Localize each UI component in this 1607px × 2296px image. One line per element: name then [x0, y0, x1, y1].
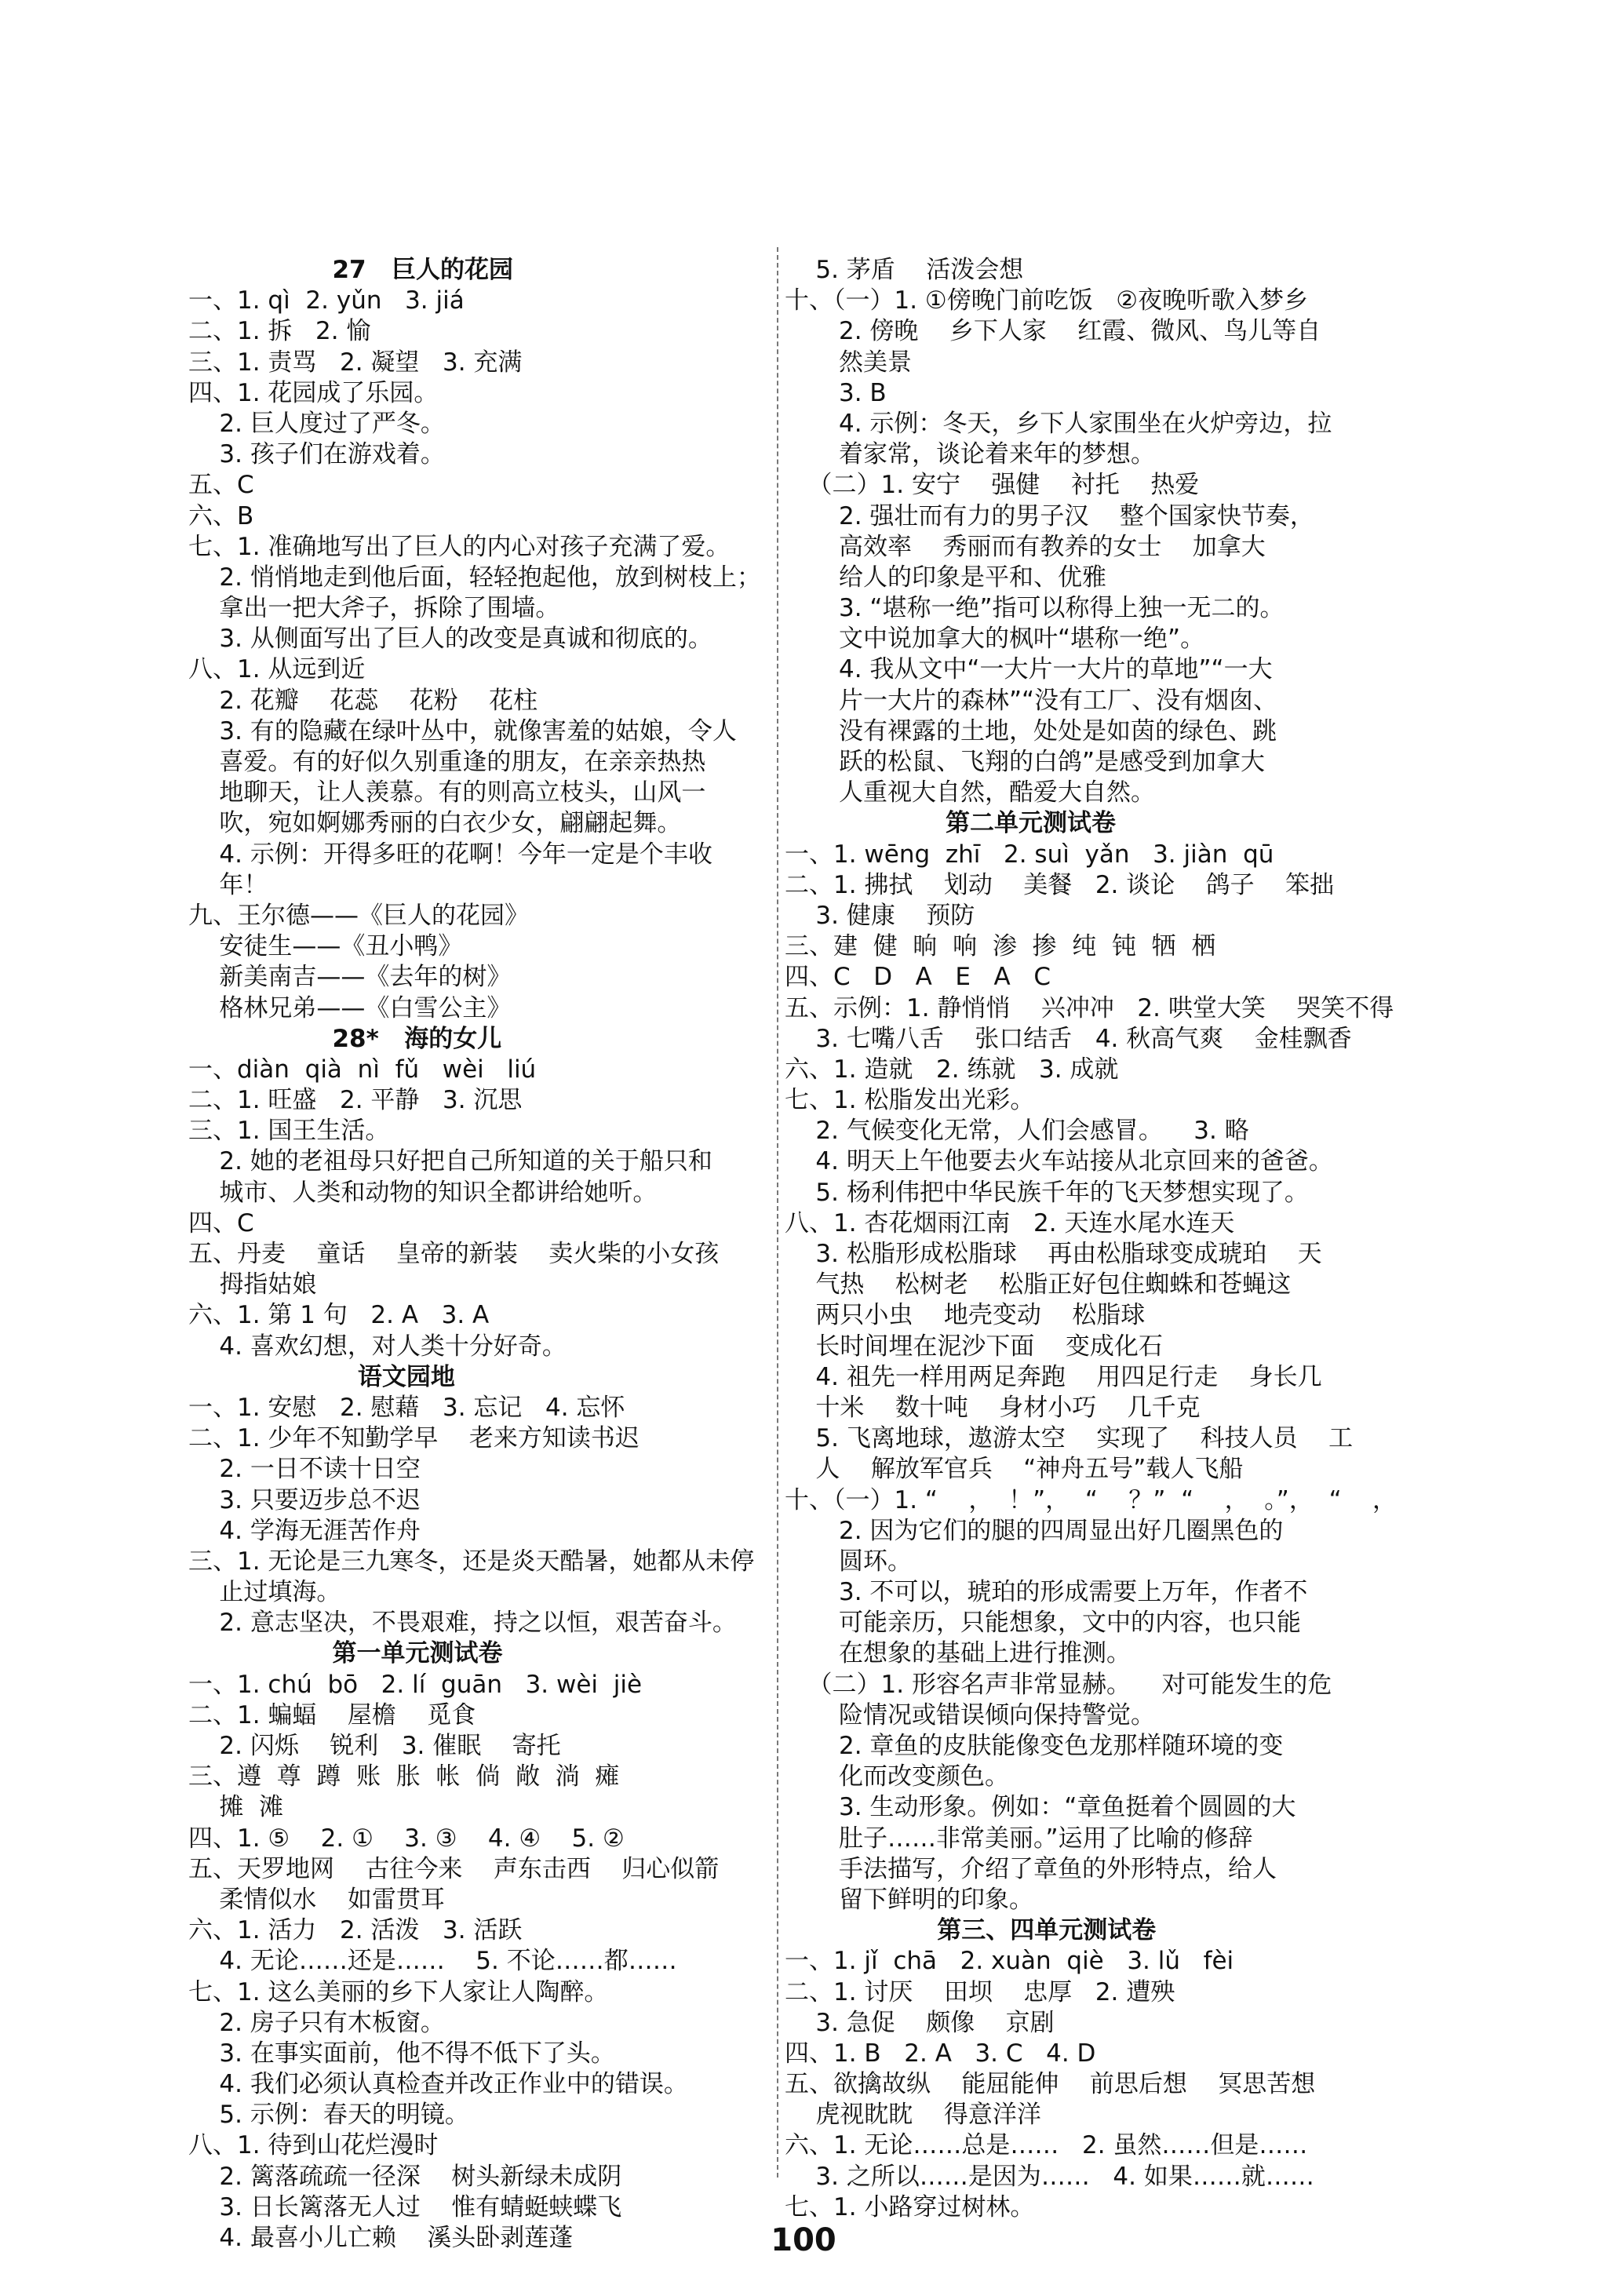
answer-line: 5. 茅盾 活泼会想 [785, 256, 1024, 284]
answer-line: 4. 喜欢幻想，对人类十分好奇。 [188, 1332, 567, 1361]
answer-line: 2. 一日不读十日空 [188, 1455, 421, 1484]
answer-line: 地聊天，让人羡慕。有的则高立枝头，山风一 [188, 778, 706, 807]
answer-line: 六、B [188, 501, 254, 530]
column-divider [777, 247, 779, 2178]
answer-line: 二、1. 少年不知勤学早 老来方知读书迟 [188, 1424, 640, 1453]
answer-line: 4. 示例：开得多旺的花啊！今年一定是个丰收 [188, 840, 712, 869]
answer-line: 五、C [188, 471, 254, 500]
answer-line: 七、1. 准确地写出了巨人的内心对孩子充满了爱。 [188, 532, 731, 561]
answer-line: 四、C D A E A C [785, 963, 1051, 992]
answer-line: 十、（一）1. ①傍晚门前吃饭 ②夜晚听歌入梦乡 [785, 286, 1309, 315]
answer-line: 二、1. 拆 2. 愉 [188, 317, 371, 346]
answer-line: 2. 因为它们的腿的四周显出好几圈黑色的 [785, 1516, 1284, 1545]
answer-line: 4. 示例：冬天，乡下人家围坐在火炉旁边，拉 [785, 409, 1332, 438]
answer-line: 3. 松脂形成松脂球 再由松脂球变成琥珀 天 [785, 1240, 1322, 1268]
answer-line: 四、1. B 2. A 3. C 4. D [785, 2039, 1096, 2068]
answer-line: 一、diàn qià nì fǔ wèi liú [188, 1055, 537, 1084]
right-answer-column [785, 255, 1416, 2223]
answer-line: 三、1. 责骂 2. 凝望 3. 充满 [188, 348, 523, 377]
answer-line: 人重视大自然，酷爱大自然。 [785, 778, 1155, 807]
answer-line: 圆环。 [785, 1547, 912, 1576]
answer-line: 化而改变颜色。 [785, 1762, 1009, 1791]
answer-line: 一、1. qì 2. yǔn 3. jiá [188, 286, 465, 315]
answer-line: 可能亲历，只能想象，文中的内容，也只能 [785, 1609, 1301, 1638]
page-number: 100 [771, 2222, 836, 2258]
answer-line: 止过填海。 [188, 1578, 341, 1607]
answer-line: 3. 生动形象。例如：“章鱼挺着个圆圆的大 [785, 1793, 1296, 1822]
answer-line: 险情况或错误倾向保持警觉。 [785, 1700, 1155, 1729]
answer-line: 在想象的基础上进行推测。 [785, 1639, 1131, 1668]
answer-line: 2. 傍晚 乡下人家 红霞、微风、鸟儿等自 [785, 317, 1321, 346]
answer-line: 一、1. chú bō 2. lí guān 3. wèi jiè [188, 1670, 643, 1699]
section-heading: 28* 海的女儿 [188, 1024, 502, 1053]
answer-line: 年！ [188, 870, 268, 899]
answer-line: 三、遵 尊 蹲 账 胀 帐 倘 敞 淌 瘫 [188, 1762, 620, 1791]
answer-line: 5. 杨利伟把中华民族千年的飞天梦想实现了。 [785, 1178, 1309, 1207]
answer-line: 二、1. 旺盛 2. 平静 3. 沉思 [188, 1086, 523, 1115]
answer-line: 3. 之所以……是因为…… 4. 如果……就…… [785, 2162, 1314, 2191]
answer-line: 手法描写，介绍了章鱼的外形特点，给人 [785, 1854, 1277, 1883]
answer-line: 四、1. ⑤ 2. ① 3. ③ 4. ④ 5. ② [188, 1824, 625, 1853]
answer-line: 2. 房子只有木板窗。 [188, 2008, 445, 2037]
answer-line: 4. 我从文中“一大片一大片的草地”“一大 [785, 655, 1273, 684]
answer-line: 3. 有的隐藏在绿叶丛中，就像害羞的姑娘，令人 [188, 716, 737, 745]
answer-line: 一、1. 安慰 2. 慰藉 3. 忘记 4. 忘怀 [188, 1393, 625, 1422]
answer-line: 3. 健康 预防 [785, 901, 975, 930]
section-heading: 第一单元测试卷 [188, 1639, 503, 1668]
answer-line: 3. “堪称一绝”指可以称得上独一无二的。 [785, 594, 1285, 623]
answer-line: 安徒生——《丑小鸭》 [188, 932, 463, 961]
answer-line: 六、1. 活力 2. 活泼 3. 活跃 [188, 1916, 523, 1945]
answer-line: 五、丹麦 童话 皇帝的新装 卖火柴的小女孩 [188, 1240, 720, 1268]
answer-line: 二、1. 拂拭 划动 美餐 2. 谈论 鸽子 笨拙 [785, 870, 1335, 899]
answer-line: 3. 只要迈步总不迟 [188, 1485, 421, 1514]
answer-line: 六、1. 造就 2. 练就 3. 成就 [785, 1055, 1119, 1084]
answer-line: 摊 滩 [188, 1793, 284, 1822]
answer-line: 五、示例：1. 静悄悄 兴冲冲 2. 哄堂大笑 哭笑不得 [785, 993, 1394, 1022]
answer-line: 八、1. 杏花烟雨江南 2. 天连水尾水连天 [785, 1208, 1235, 1237]
answer-line: 3. 在事实面前，他不得不低下了头。 [188, 2039, 615, 2068]
answer-line: 新美南吉——《去年的树》 [188, 963, 512, 992]
answer-line: 3. 急促 颇像 京剧 [785, 2008, 1055, 2037]
answer-line: 3. B [785, 378, 887, 407]
answer-line: 六、1. 无论……总是…… 2. 虽然……但是…… [785, 2131, 1308, 2160]
answer-line: 八、1. 从远到近 [188, 655, 366, 684]
answer-line: 二、1. 蝙蝠 屋檐 觅食 [188, 1700, 476, 1729]
answer-line: 一、1. wēng zhī 2. suì yǎn 3. jiàn qū [785, 840, 1274, 869]
answer-line: 两只小虫 地壳变动 松脂球 [785, 1301, 1146, 1330]
answer-line: 3. 七嘴八舌 张口结舌 4. 秋高气爽 金桂飘香 [785, 1024, 1352, 1053]
answer-line: 2. 意志坚决，不畏艰难，持之以恒，艰苦奋斗。 [188, 1609, 737, 1638]
answer-line: 五、天罗地网 古往今来 声东击西 归心似箭 [188, 1854, 720, 1883]
answer-line: 4. 无论……还是…… 5. 不论……都…… [188, 1947, 677, 1976]
answer-line: （二）1. 形容名声非常显赫。 对可能发生的危 [785, 1670, 1332, 1699]
answer-line: 留下鲜明的印象。 [785, 1885, 1033, 1914]
answer-line: 3. 日长篱落无人过 惟有蜻蜓蛱蝶飞 [188, 2192, 622, 2221]
answer-line: 城市、人类和动物的知识全都讲给她听。 [188, 1178, 658, 1207]
answer-line: 四、C [188, 1208, 254, 1237]
section-heading: 第三、四单元测试卷 [785, 1916, 1157, 1945]
section-heading: 语文园地 [188, 1362, 455, 1391]
answer-line: 2. 气候变化无常，人们会感冒。 3. 略 [785, 1117, 1249, 1146]
answer-line: 3. 从侧面写出了巨人的改变是真诚和彻底的。 [188, 625, 712, 654]
answer-line: 4. 祖先一样用两足奔跑 用四足行走 身长几 [785, 1362, 1322, 1391]
answer-line: 人 解放军官兵 “神舟五号”载人飞船 [785, 1455, 1244, 1484]
answer-line: 2. 悄悄地走到他后面，轻轻抱起他，放到树枝上； [188, 563, 761, 592]
answer-line: 给人的印象是平和、优雅 [785, 563, 1106, 592]
answer-line: 五、欲擒故纵 能屈能伸 前思后想 冥思苦想 [785, 2070, 1316, 2099]
answer-line: 一、1. jǐ chā 2. xuàn qiè 3. lǔ fèi [785, 1947, 1234, 1976]
answer-line: 二、1. 讨厌 田坝 忠厚 2. 遭殃 [785, 1977, 1175, 2006]
answer-line: 3. 孩子们在游戏着。 [188, 440, 445, 469]
answer-line: 拇指姑娘 [188, 1270, 317, 1299]
answer-line: 2. 闪烁 锐利 3. 催眠 寄托 [188, 1732, 561, 1760]
answer-line: 七、1. 这么美丽的乡下人家让人陶醉。 [188, 1977, 609, 2006]
answer-line: 着家常，谈论着来年的梦想。 [785, 440, 1155, 469]
answer-line: 三、1. 国王生活。 [188, 1117, 390, 1146]
answer-line: 5. 示例：春天的明镜。 [188, 2101, 469, 2130]
answer-line: 七、1. 小路穿过树林。 [785, 2192, 1035, 2221]
answer-line: 长时间埋在泥沙下面 变成化石 [785, 1332, 1163, 1361]
answer-line: 三、1. 无论是三九寒冬，还是炎天酷暑，她都从未停 [188, 1547, 755, 1576]
answer-line: 4. 最喜小儿亡赖 溪头卧剥莲蓬 [188, 2224, 574, 2252]
answer-line: 文中说加拿大的枫叶“堪称一绝”。 [785, 625, 1205, 654]
answer-line: 三、建 健 晌 响 渗 掺 纯 钝 牺 栖 [785, 932, 1216, 961]
answer-line: 3. 不可以，琥珀的形成需要上万年，作者不 [785, 1578, 1308, 1607]
answer-line: 十米 数十吨 身材小巧 几千克 [785, 1393, 1201, 1422]
answer-line: 5. 飞离地球，遨游太空 实现了 科技人员 工 [785, 1424, 1354, 1453]
answer-line: 4. 明天上午他要去火车站接从北京回来的爸爸。 [785, 1147, 1333, 1176]
answer-line: （二）1. 安宁 强健 衬托 热爱 [785, 471, 1200, 500]
answer-line: 2. 强壮而有力的男子汉 整个国家快节奏， [785, 501, 1314, 530]
answer-line: 八、1. 待到山花烂漫时 [188, 2131, 439, 2160]
answer-line: 2. 花瓣 花蕊 花粉 花柱 [188, 686, 538, 715]
answer-line: 柔情似水 如雷贯耳 [188, 1885, 445, 1914]
answer-line: 十、（一）1. “ ， ！”， “ ？” “ ， 。”， “ ， [785, 1485, 1397, 1514]
answer-line: 2. 篱落疏疏一径深 树头新绿未成阴 [188, 2162, 622, 2191]
answer-line: 四、1. 花园成了乐园。 [188, 378, 439, 407]
answer-line: 4. 学海无涯苦作舟 [188, 1516, 421, 1545]
answer-line: 肚子……非常美丽。”运用了比喻的修辞 [785, 1824, 1253, 1853]
answer-line: 2. 章鱼的皮肤能像变色龙那样随环境的变 [785, 1732, 1284, 1760]
left-answer-column [188, 255, 773, 2254]
answer-line: 虎视眈眈 得意洋洋 [785, 2101, 1041, 2130]
answer-line: 喜爱。有的好似久别重逢的朋友，在亲亲热热 [188, 748, 706, 776]
answer-line: 高效率 秀丽而有教养的女士 加拿大 [785, 532, 1266, 561]
answer-line: 七、1. 松脂发出光彩。 [785, 1086, 1035, 1115]
answer-line: 吹，宛如婀娜秀丽的白衣少女，翩翩起舞。 [188, 809, 682, 838]
answer-line: 拿出一把大斧子，拆除了围墙。 [188, 594, 560, 623]
answer-line: 跃的松鼠、飞翔的白鸽”是感受到加拿大 [785, 748, 1266, 776]
answer-line: 气热 松树老 松脂正好包住蜘蛛和苍蝇这 [785, 1270, 1292, 1299]
section-heading: 27 巨人的花园 [188, 256, 513, 284]
answer-line: 九、王尔德——《巨人的花园》 [188, 901, 529, 930]
answer-line: 片一大片的森林”“没有工厂、没有烟囱、 [785, 686, 1278, 715]
section-heading: 第二单元测试卷 [785, 809, 1117, 838]
answer-line: 2. 巨人度过了严冬。 [188, 409, 445, 438]
answer-line: 格林兄弟——《白雪公主》 [188, 993, 512, 1022]
answer-line: 然美景 [785, 348, 912, 377]
answer-line: 2. 她的老祖母只好把自己所知道的关于船只和 [188, 1147, 712, 1176]
answer-line: 4. 我们必须认真检查并改正作业中的错误。 [188, 2070, 688, 2099]
answer-line: 没有裸露的土地，处处是如茵的绿色、跳 [785, 716, 1277, 745]
answer-line: 六、1. 第 1 句 2. A 3. A [188, 1301, 490, 1330]
